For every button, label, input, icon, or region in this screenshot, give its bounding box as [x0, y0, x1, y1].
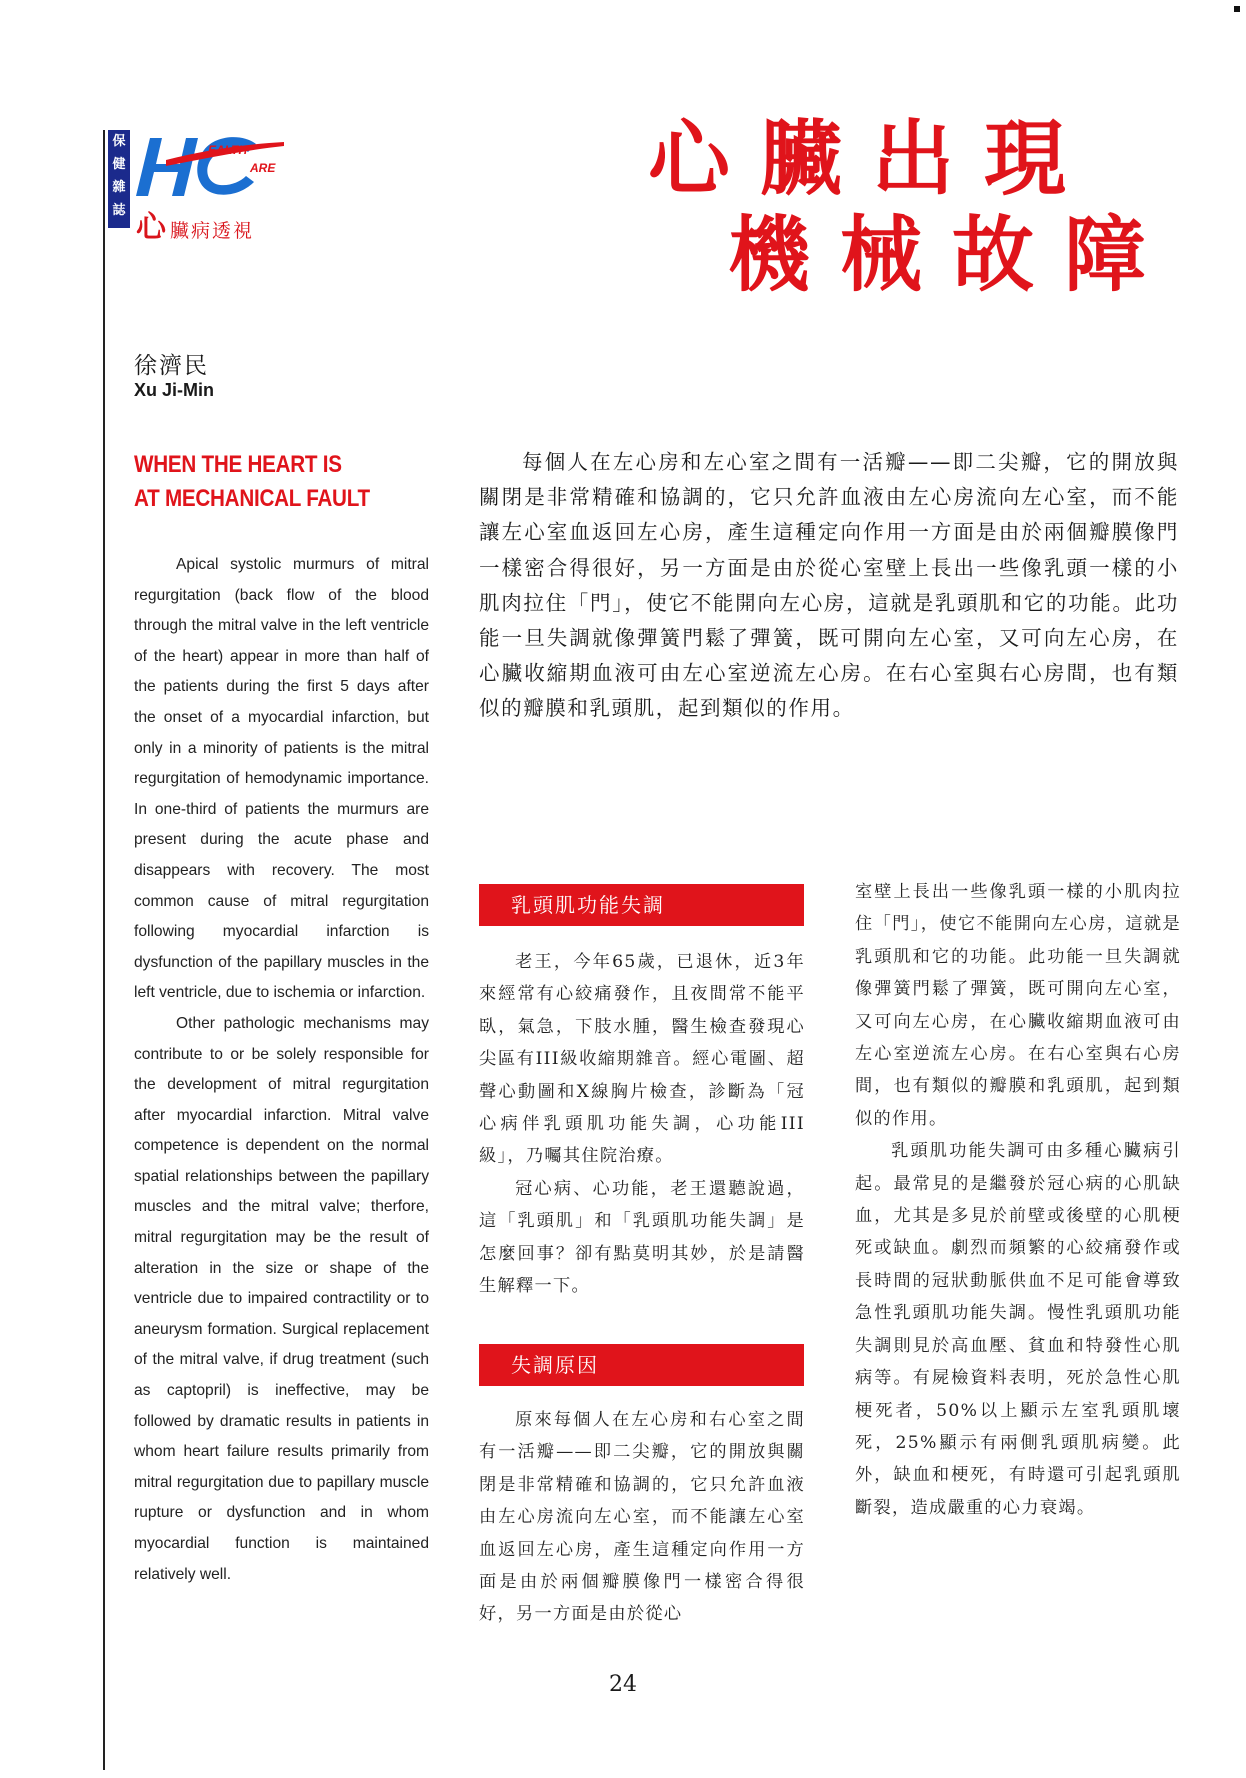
- intro-block: [479, 445, 1179, 727]
- english-heading-line-2: AT MECHANICAL FAULT: [134, 485, 370, 512]
- article-title: [648, 112, 1176, 304]
- svg-text:ARE: ARE: [250, 161, 276, 175]
- intro-paragraph: 每個人在左心房和左心室之間有一活瓣——即二尖瓣，它的開放與關閉是非常精確和協調的，它只允許血液由左心房流向左心室，而不能讓左心室血返回左心房，產生這種定向作用一方面是由於兩個瓣膜像門一樣密合得很好，另一方面是由於從心室壁上長出一些像乳頭一樣的小肌肉拉住「門」，使它不能開向左心房，這就是乳頭肌和它的功能。此功能一旦失調就像彈簧門鬆了彈簧，既可開向左心室，又可向左心房，在心臟收縮期血液可由左心室逆流左心房。在右心室與右心房間，也有類似的瓣膜和乳頭肌，起到類似的作用。: [479, 450, 1179, 721]
- section-heading-causes: 失調原因: [479, 1344, 804, 1386]
- right-column-paragraph-2: 乳頭肌功能失調可由多種心臟病引起。最常見的是繼發於冠心病的心肌缺血，尤其是多見於前壁或後壁的心肌梗死或缺血。劇烈而頻繁的心絞痛發作或長時間的冠狀動脈供血不足可能會導致急性乳頭肌功能失調。慢性乳頭肌功能失調則見於高血壓、貧血和特發性心肌病等。有屍檢資料表明，死於急性心肌梗死者，50%以上顯示左室乳頭肌壞死，25%顯示有兩側乳頭肌病變。此外，缺血和梗死，有時還可引起乳頭肌斷裂，造成嚴重的心力衰竭。: [855, 1141, 1181, 1518]
- section1-body: [479, 946, 805, 1302]
- scan-mark: [1234, 6, 1240, 12]
- left-vertical-rule: [103, 130, 105, 1770]
- page-number: 24: [609, 1672, 637, 1697]
- author-name-english: Xu Ji-Min: [134, 380, 214, 400]
- right-column-continuation: 室壁上長出一些像乳頭一樣的小肌肉拉住「門」，使它不能開向左心房，這就是乳頭肌和它的功能。此功能一旦失調就像彈簧門鬆了彈簧，既可開向左心室，又可向左心房，在心臟收縮期血液可由左心室逆流左心房。在右心室與右心房間，也有類似的瓣膜和乳頭肌，起到類似的作用。: [855, 882, 1181, 1129]
- english-heading: [134, 448, 392, 516]
- logo-section-big: 心: [136, 210, 166, 245]
- section2-body: [479, 1404, 805, 1631]
- english-paragraph-1: Apical systolic murmurs of mitral regurgitation (back flow of the blood through the mitral valve in the left ventricle of the heart) appear in more than half of the patients during the first 5 days after the onset of a myocardial infarction, but only in a minority of patients is the mitral regurgitation of hemodynamic importance. In one-third of patients the murmurs are present during the acute phase and disappears with recovery. The most common cause of mitral regurgitation following myocardial infarction is dysfunction of the papillary muscles in the left ventricle, due to ischemia or infarction.: [134, 556, 429, 1002]
- right-column-body: [855, 876, 1181, 1524]
- section-heading-papillary-dysfunction: 乳頭肌功能失調: [479, 884, 804, 926]
- english-paragraph-2: Other pathologic mechanisms may contribute to or be solely responsible for the development of mitral regurgitation after myocardial infarction. Mitral valve competence is dependent on the normal spatial relationships between the papillary muscles and the mitral valve; therfore, mitral regurgitation may be the result of alteration in the size or shape of the ventricle due to impaired contractility or to aneurysm formation. Surgical replacement of the mitral valve, if drug treatment (such as captopril) is ineffective, may be followed by dramatic results in patients in whom heart failure results primarily from mitral regurgitation due to papillary muscle rupture or dysfunction and in whom myocardial function is maintained relatively well.: [134, 1014, 429, 1583]
- section2-paragraph-1: 原來每個人在左心房和右心室之間有一活瓣——即二尖瓣，它的開放與關閉是非常精確和協調的，它只允許血液由左心房流向左心室，而不能讓左心室血返回左心房，產生這種定向作用一方面是由於兩個瓣膜像門一樣密合得很好，另一方面是由於從心: [479, 1410, 805, 1625]
- logo-vertical-label: 保 健 雜 誌: [108, 130, 130, 228]
- hc-logo-icon: [136, 130, 286, 202]
- section1-paragraph-2: 冠心病、心功能，老王還聽說過，這「乳頭肌」和「乳頭肌功能失調」是怎麼回事？卻有點莫明其妙，於是請醫生解釋一下。: [479, 1178, 805, 1297]
- magazine-logo: [108, 130, 308, 245]
- english-abstract: [134, 550, 429, 1590]
- title-line-2: 機械故障: [727, 208, 1176, 303]
- title-line-1: 心臟出現: [647, 112, 1096, 207]
- logo-section-label: [136, 202, 254, 246]
- section1-paragraph-1: 老王，今年65歲，已退休，近3年來經常有心絞痛發作，且夜間常不能平臥，氣急，下肢水腫，醫生檢查發現心尖區有III級收縮期雜音。經心電圖、超聲心動圖和X線胸片檢查，診斷為「冠心病伴乳頭肌功能失調，心功能III級」，乃囑其住院治療。: [479, 952, 805, 1167]
- english-heading-line-1: WHEN THE HEART IS: [134, 451, 342, 478]
- svg-text:EALTH: EALTH: [208, 143, 248, 157]
- author-name-chinese: 徐濟民: [134, 353, 209, 379]
- logo-section-small: 臟病透視: [170, 220, 255, 242]
